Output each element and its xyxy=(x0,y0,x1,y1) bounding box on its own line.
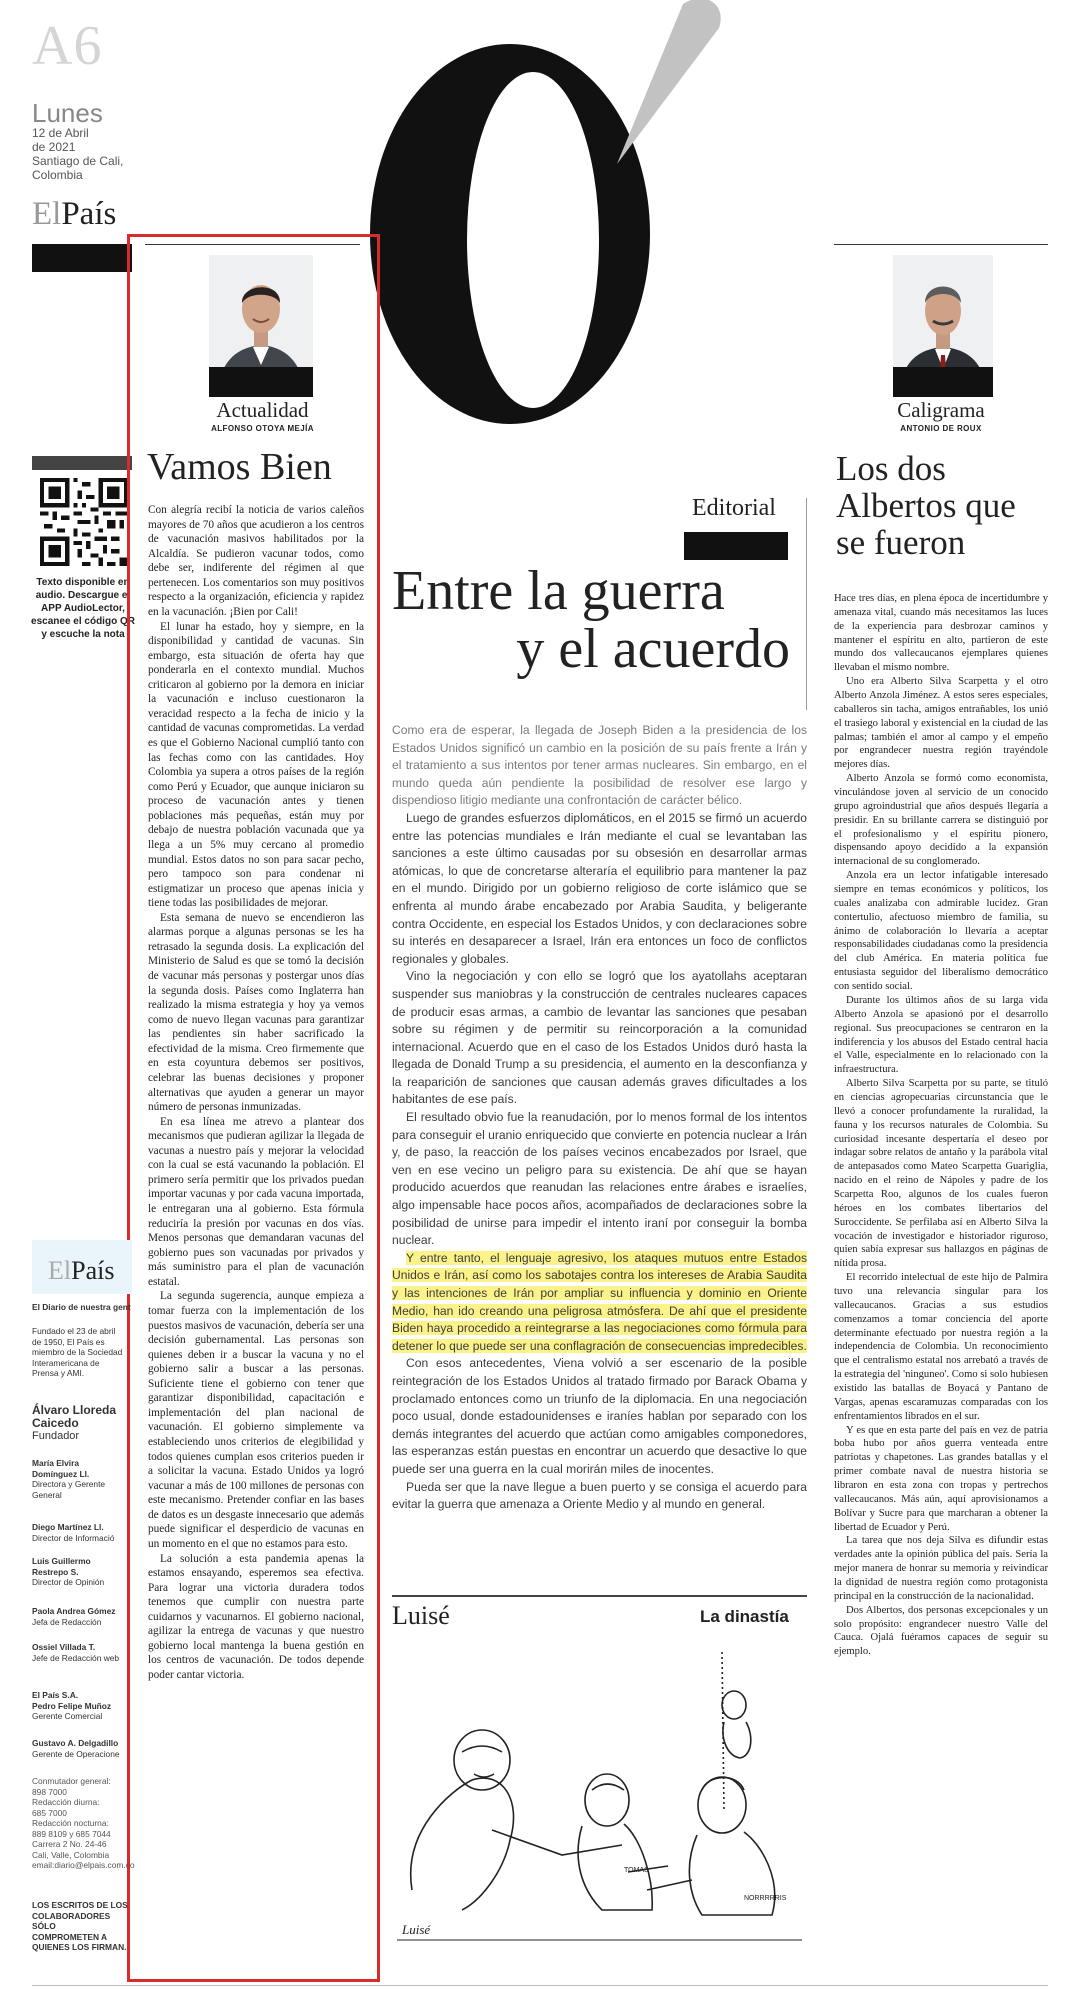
staff-name: Ossiel Villada T. xyxy=(32,1642,96,1652)
text-line: COMPROMETEN A xyxy=(32,1931,108,1942)
paragraph: El lunar ha estado, hoy y siempre, en la disponibilidad y cantidad de vacunas. Sin embargo, esta situación de oferta hay que ponderarla en el contexto mundial. Muchos criticaron al gobierno por la demora en iniciar la vacunación e incluso cuestionaron la veracidad respecto a la fecha de inicio y la cantidad de vacunas comprometidas. La verdad es que el Gobierno Nacional cumplió tanto con las fechas como con las cantidades. Hoy Colombia ya supera a otros países de la región como Perú y Ecuador, que aunque iniciaron su proceso de vacunación antes y tienen poblaciones más pequeñas, están muy por debajo de nuestra población vacunada que ya llega a un 5% muy cercano al promedio mundial. Estos datos no son para sacar pecho, pero tampoco son para condenar ni estigmatizar un proceso que apenas inicia y tiene todas las posibilidades de mejorar. xyxy=(148,620,364,910)
cartoon-top-rule xyxy=(392,1595,807,1597)
cartoon-label: TOMAS xyxy=(624,1867,649,1874)
text-line: Prensa y AMI. xyxy=(32,1368,85,1378)
email-link[interactable]: email:diario@elpais.com.co xyxy=(32,1860,135,1870)
text-line: Redacción nocturna: xyxy=(32,1818,109,1828)
date-line: Santiago de Cali, xyxy=(32,154,124,168)
paragraph: Vino la negociación y con ello se logró que los ayatollahs aceptaran suspender sus maniobras y la construcción de centrales nucleares capaces de producir esas armas, a cambio de levantar las sanciones que pesaban sobre su régimen y de permitir su reincorporación a la comunidad internacional. Acuerdo que en el caso de los Estados Unidos duró hasta la llegada de Donald Trump a su presidencia, el aumento en la desconfianza y la reaparición de sanciones que causan además graves dificultades a los habitantes de ese país. xyxy=(392,969,807,1107)
logo-part-el: El xyxy=(48,1256,72,1285)
text-line: miembro de la Sociedad xyxy=(32,1347,123,1357)
company-entry xyxy=(32,1738,132,1759)
founder xyxy=(32,1404,132,1443)
author-photo xyxy=(893,255,993,397)
text-line: de 1950, El País es xyxy=(32,1336,105,1347)
cartoon-title: La dinastía xyxy=(700,1607,789,1626)
logo-part-pais: País xyxy=(61,196,117,232)
paragraph: Alberto Anzola se formó como economista, vinculándose joven al servicio de un conocido grupo agroindustrial que años después llegaría a presidir. En su brillante carrera se distinguió por el profesionalismo y el espíritu pionero, dispensando apoyo decidido a la expansión internacional de su conglomerado. xyxy=(834,773,1048,868)
text-line: Carrera 2 No. 24-46 xyxy=(32,1839,107,1849)
paragraph: El resultado obvio fue la reanudación, por lo menos formal de los intentos para conseguir el uranio enriquecido que convierte en potencia nuclear a Irán y, de paso, la reacción de los países vecinos encabezados por Israel, que ven en ese vecino un peligro para su existencia. De ahí que se hayan producido acuerdos que reanudan las relaciones entre árabes e israelíes, algo impensable hace pocos años, acompañados de declaraciones sobre la posibilidad de unirse para impedir el intento iraní por conseguir la bomba nuclear. xyxy=(392,1110,807,1248)
staff-name: Domínguez Ll. xyxy=(32,1468,90,1479)
big-o-inner xyxy=(467,72,599,408)
article-title: Los dos Albertos que se fueron xyxy=(836,449,1016,562)
text-line: 898 7000 xyxy=(32,1786,67,1797)
section-label-caligrama: Caligrama xyxy=(897,398,985,422)
big-o-accent-graphic xyxy=(365,0,725,428)
paragraph: Como era de esperar, la llegada de Joseph Biden a la presidencia de los Estados Unidos significó un cambio en la posición de su país frente a Irán y el tratamiento a sus intentos por tener armas nucleares. Sin embargo, en el mundo queda aún pendiente la posibilidad de resolver ese largo y dispendioso litigio mediante una confrontación de carácter bélico. xyxy=(392,723,807,808)
page-bottom-rule xyxy=(32,1985,1048,1986)
qr-audio-note: Texto disponible en audio. Descargue el APP AudioLector, escanee el código QR y escuche la nota xyxy=(31,577,135,640)
qr-code[interactable] xyxy=(40,478,128,566)
paragraph: El recorrido intelectual de este hijo de Palmira tuvo una relevancia singular para los vallecaucanos. Gracias a sus estudios comenzamos a tomar conciencia del aporte determinante efectuado por nuestra región a la independencia de Colombia. Un reconocimiento que el centralismo estatal nos arrebató a través de la estrategia del 'ninguneo'. Como si solo hubiesen existido las batallas de Boyacá y Pantano de Vargas, apenas escaramuzas comparadas con los enfrentamientos librados en el sur. xyxy=(834,1272,1048,1422)
date-line: Colombia xyxy=(32,168,83,182)
paragraph: Y es que en esta parte del país en vez de patria boba hubo por años guerra venteada entre patriotas y chapetones. Las grandes batallas y el primer combate naval de nuestra historia se libraron en esta zona con tropas y pertrechos vallecaucanos. Más aún, aquí aprovisionamos a Bolívar y Sucre para que marcharan a obtener la libertad de Ecuador y Perú. xyxy=(834,1424,1048,1533)
founder-role: Fundador xyxy=(32,1430,80,1442)
logo-part-pais: País xyxy=(71,1256,115,1285)
text-highlight: Y entre tanto, el lenguaje agresivo, los ataques mutuos entre Estados Unidos e Irán, así como los sabotajes contra los intereses de Arabia Saudita y las intenciones de Irán por ampliar su influencia y dominio en Oriente Medio, han ido creando una peligrosa atmósfera. De ahí que el presidente Biden haya procedido a reintegrarse a las negociaciones como fórmula para detener lo que puede ser una conflagración de consecuencias impredecibles. xyxy=(392,1250,807,1353)
paragraph: Hace tres días, en plena época de incertidumbre y amenaza vital, cuando más necesitamos las luces de la experiencia para desbrozar caminos y mantener el espíritu en alto, partieron de este mundo dos vallecaucanos ejemplares quienes llevaban el mismo nombre. xyxy=(834,593,1048,674)
staff-role: Director de Opinión xyxy=(32,1577,105,1587)
editorial-label: Editorial xyxy=(692,495,776,521)
text-line: Conmutador general: xyxy=(32,1776,111,1786)
text-line: 685 7000 xyxy=(32,1807,67,1818)
accent-mark xyxy=(617,0,721,164)
text-line: Redacción diurna: xyxy=(32,1797,100,1807)
sidebar-logo xyxy=(48,1258,114,1284)
cartoon-illustration xyxy=(392,1640,807,1950)
paragraph: Alberto Silva Scarpetta por su parte, se tituló en ciencias agropecuarias circunstancia que le llevó a conocer profundamente la ruralidad, la fauna y los recursos naturales de Colombia. Su curiosidad incesante despertaría el deseo por indagar sobre relatos de antaño y la parábola vital de antepasados como Mateo Scarpetta Guariglia, nacido en el reino de Nápoles y padre de los Scarpetta Roo, algunos de los cuales fueron héroes en los combates libertarios del Suroccidente. Se perfilaba así en Alberto Silva la vocación de investigador e historiador riguroso, quien sabía expresar sus hallazgos en páginas de nítida prosa. xyxy=(834,1078,1048,1270)
staff-name: Diego Martínez Ll. xyxy=(32,1522,104,1532)
paragraph: Esta semana de nuevo se encendieron las alarmas porque a algunas personas se les ha retrasado la segunda dosis. La explicación del Ministerio de Salud es que se tomó la decisión de vacunar más personas y postergar unos días la segunda dosis. Países como Inglaterra han realizado la misma estrategia y hoy ya vemos como de nuevo llegan vacunas para garantizar las pendientes sin haber sacrificado la efectividad de la misma. Creo firmemente que en esta coyuntura debemos ser positivos, celebrar las buenas decisiones y proponer alternativas que ayuden a generar un mayor número de personas inmunizadas. xyxy=(148,911,364,1114)
disclaimer xyxy=(32,1900,132,1953)
company-name: Gustavo A. Delgadillo xyxy=(32,1738,119,1748)
highlighted-paragraph xyxy=(392,1250,807,1356)
staff-role: Jefa de Redacción xyxy=(32,1616,102,1627)
paragraph: Pueda ser que la nave llegue a buen puerto y se consiga el acuerdo para evitar la guerra que amenaza a Oriente Medio y al mundo en general. xyxy=(392,1479,807,1512)
date-line: 12 de Abril xyxy=(32,126,89,140)
cartoon-author: Luisé xyxy=(392,1601,450,1630)
text-line: QUIENES LOS FIRMAN. xyxy=(32,1942,127,1952)
paragraph: Dos Albertos, dos personas excepcionales y un solo propósito: engrandecer nuestro Valle del Cauca. Ojalá fuéramos capaces de seguir su ejemplo. xyxy=(834,1604,1048,1658)
staff-entry xyxy=(32,1458,132,1500)
day-label: Lunes xyxy=(32,98,103,128)
qr-separator-bar xyxy=(32,456,132,470)
paragraph: La segunda sugerencia, aunque empieza a tomar fuerza con la implementación de los puestos masivos de vacunación, debería ser una decisión gubernamental. Las personas son quienes deben ir a buscar la vacuna y no el gobierno salir a buscar a las personas. Suficiente tiene el gobierno con tener que garantizar disponibilidad, capacitación e implementación del plan nacional de vacunación. El gobierno simplemente va estableciendo unos criterios de elegibilidad y todos quienes cumplan esos criterios pueden ir a solicitar la vacuna. Estado Unidos ya logró vacunar a más de 100 millones de personas con este mecanismo. Pretender confiar en las bases de datos es un desgaste innecesario que además puede significar el desperdicio de vacunas en un momento en el que no estamos para esto. xyxy=(148,1290,364,1550)
editorial-vertical-rule xyxy=(806,498,807,710)
section-label-actualidad: Actualidad xyxy=(216,398,309,422)
el-pais-logo xyxy=(32,198,116,231)
founder-name: Caicedo xyxy=(32,1416,79,1430)
founded-note xyxy=(32,1326,132,1379)
author-byline: ALFONSO OTOYA MEJÍA xyxy=(211,424,314,433)
text-line: Interamericana de xyxy=(32,1357,100,1368)
company-entry xyxy=(32,1690,132,1722)
cartoon-signature: Luisé xyxy=(402,1922,431,1937)
paragraph: En esa línea me atrevo a plantear dos mecanismos que pudieran agilizar la llegada de vacunas a nuestro país y mejorar la velocidad con la cual se está vacunando la población. El primero sería permitir que los privados puedan importar vacunas y por cada vacuna importada, le entregaran una al gobierno. Esta fórmula reduciría la presión por vacunas en dos vías. Menos personas que demandaran vacunas del gobierno pues son vacunadas por privados y más suministro para el plan de vacunación estatal. xyxy=(148,1115,364,1288)
staff-role: General xyxy=(32,1489,62,1500)
staff-name: Luis Guillermo xyxy=(32,1556,91,1566)
company-role: Gerente de Operacione xyxy=(32,1748,120,1759)
paragraph: Luego de grandes esfuerzos diplomáticos, en el 2015 se firmó un acuerdo entre las potencias mundiales e Irán mediante el cual se levantaban las sanciones a este último causadas por su obsesión en desarrollar armas atómicas, lo que de concretarse alteraría el equilibrio para mantener la paz en el mundo. Dirigido por un gobierno religioso de corte islámico que se enfrenta al mundo árabe encabezado por Arabia Saudita, y beligerante contra Occidente, en especial los Estados Unidos, y con declaraciones sobre su interés en desaparecer a Israel, Irán era entonces un foco de conflictos regionales y globales. xyxy=(392,810,807,966)
staff-entry xyxy=(32,1556,132,1588)
editorial-body xyxy=(392,722,807,1514)
company-role: Gerente Comercial xyxy=(32,1711,103,1721)
paragraph: Durante los últimos años de su larga vida Alberto Anzola se apasionó por el desarrollo regional. Sus preocupaciones se centraron en la indiferencia y los abusos del Estado central hacia el Valle, especialmente en lo relacionado con la infraestructura. xyxy=(834,994,1048,1076)
staff-entry xyxy=(32,1606,132,1627)
date-location xyxy=(32,126,152,182)
title-line: Entre la guerra xyxy=(392,560,725,622)
cartoon-label: NORRRRRIS xyxy=(744,1895,787,1902)
page-number: A6 xyxy=(32,15,103,77)
column-top-rule xyxy=(145,244,360,245)
author-photo xyxy=(209,255,313,397)
staff-entry xyxy=(32,1642,132,1663)
staff-name: Restrepo S. xyxy=(32,1566,79,1577)
contact-info xyxy=(32,1776,135,1871)
masthead-black-bar xyxy=(32,244,132,272)
article-body xyxy=(148,503,364,1683)
text-line: LOS ESCRITOS DE LOS xyxy=(32,1900,128,1910)
staff-role: Jefe de Redacción web xyxy=(32,1652,120,1663)
text-line: COLABORADORES SÓLO xyxy=(32,1910,111,1931)
paragraph: Con esos antecedentes, Viena volvió a ser escenario de la posible reintegración de los Estados Unidos al tratado firmado por Barack Obama y proclamado entonces como un triunfo de la diplomacia. En una negociación poco usual, donde estadounidenses e iraníes hablan por separado con los demás integrantes del acuerdo que actúan como amigables componedores, las esperanzas están puestas en encontrar un acuerdo que desactive lo que puede ser una guerra en la cual morirán miles de inocentes. xyxy=(392,1356,807,1476)
column-top-rule xyxy=(834,244,1048,245)
paragraph: Anzola era un lector infatigable interesado siempre en temas económicos y políticos, los cuales analizaba con admirable lucidez. Gran contertulio, afectuoso miembro de familia, su ánimo de colaboración lo llevaría a aceptar responsabilidades ciudadanas como la presidencia del club América. En materia política fue entusiasta seguidor del liberalismo democrático con sentido social. xyxy=(834,870,1048,993)
paragraph: La solución a esta pandemia apenas la estamos ensayando, esperemos sea efectiva. Para lograr una victoria duradera todos tenemos que cumplir con nuestra parte cuidarnos y vacunarnos. El gobierno nacional, agilizar la entrega de vacunas y que nuestro gobierno local mantenga la buena gestión en los centros de vacunación. De todos depende poder cantar victoria. xyxy=(148,1552,364,1681)
text-line: Fundado el 23 de abril xyxy=(32,1326,116,1336)
paragraph: La tarea que nos deja Silva es difundir estas verdades ante la opinión pública del país. Sería la mejor manera de honrar su memoria y reivindicar la dignidad de nuestra región como protagonista principal en la construcción de la nacionalidad. xyxy=(834,1535,1048,1602)
staff-role: Director de Informació xyxy=(32,1532,115,1543)
article-body xyxy=(834,592,1048,1659)
staff-name: Paola Andrea Gómez xyxy=(32,1606,116,1616)
paragraph: Con alegría recibí la noticia de varios caleños mayores de 70 años que acudieron a los centros de vacunación masivos habilitados por la Alcaldía. Se pudieron vacunar todos, como debe ser, indiferente del régimen al que pertenecen. Los comentarios son muy positivos respecto a la organización, eficiencia y rapidez en la vacunación. ¡Bien por Cali! xyxy=(148,504,364,618)
tagline: El Diario de nuestra gent xyxy=(32,1302,131,1312)
staff-entry xyxy=(32,1522,132,1543)
article-title: Vamos Bien xyxy=(147,446,332,488)
company-name: El País S.A. xyxy=(32,1690,79,1700)
date-line: de 2021 xyxy=(32,140,76,154)
staff-name: María Elvira xyxy=(32,1458,80,1468)
title-line: y el acuerdo xyxy=(516,618,790,680)
text-line: 889 8109 y 685 7044 xyxy=(32,1828,111,1839)
editorial-black-bar xyxy=(684,532,788,560)
text-line: Cali, Valle, Colombia xyxy=(32,1849,110,1860)
paragraph: Uno era Alberto Silva Scarpetta y el otro Alberto Anzola Jiménez. A estos seres especiales, caballeros sin tacha, amigos entrañables, los unió el trasiego laboral y existencial en la ciudad de las palmas; también el amor al campo y el empeño por engrandecer nuestra región trayéndole mejores días. xyxy=(834,676,1048,771)
company-name: Pedro Felipe Muñoz xyxy=(32,1700,112,1711)
founder-name: Álvaro Lloreda xyxy=(32,1403,117,1417)
editorial-title xyxy=(392,562,790,678)
staff-role: Directora y Gerente xyxy=(32,1479,106,1489)
author-byline: ANTONIO DE ROUX xyxy=(900,424,982,433)
logo-part-el: El xyxy=(32,196,62,232)
